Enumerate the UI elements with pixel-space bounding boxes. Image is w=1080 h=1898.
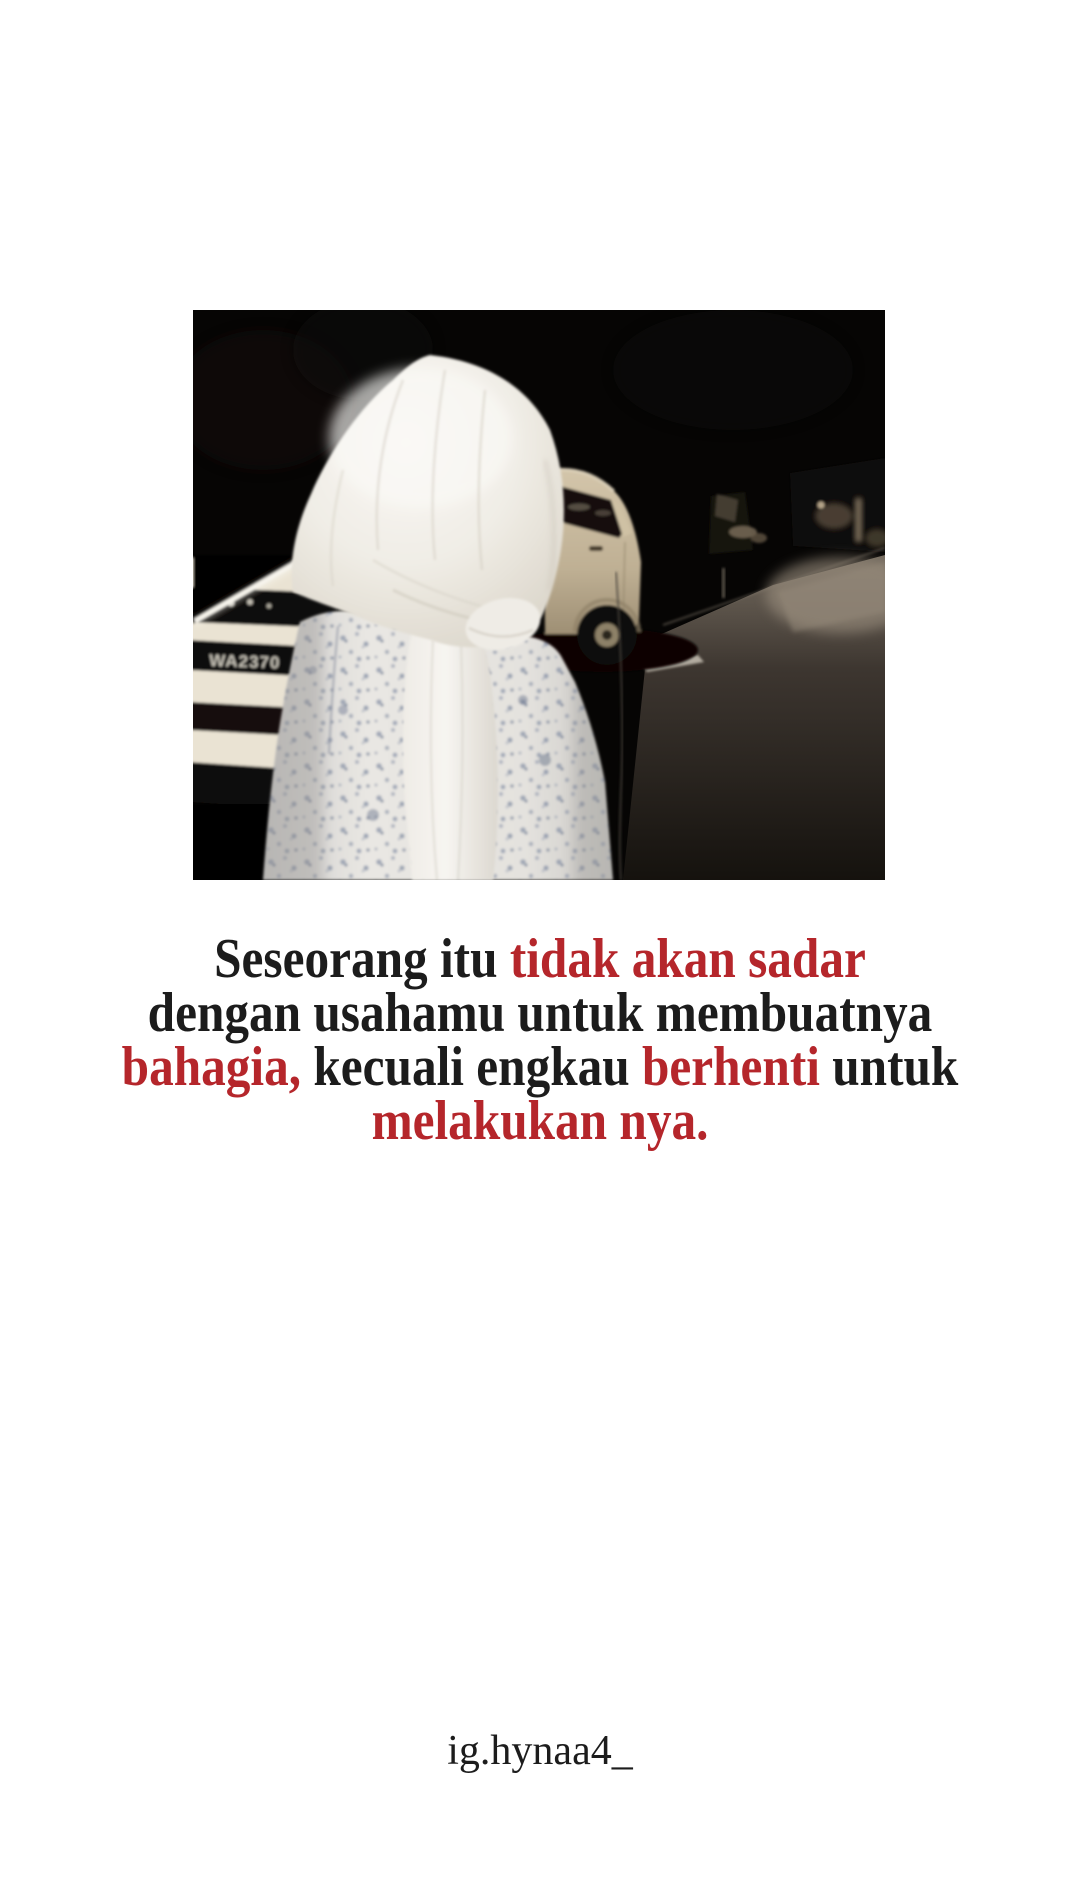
quote-line xyxy=(65,1090,1015,1152)
quote-segment-black: untuk xyxy=(819,1036,959,1098)
quote-segment-black: dengan usahamu untuk membuatnya xyxy=(147,982,933,1044)
quote-line xyxy=(65,982,1015,1044)
quote-block xyxy=(65,928,1015,1152)
quote-segment-black: Seseorang itu xyxy=(214,928,510,990)
quote-segment-red: berhenti xyxy=(641,1036,820,1098)
quote-line xyxy=(65,1036,1015,1098)
quote-segment-black: kecuali engkau xyxy=(301,1036,642,1098)
scarf-tail xyxy=(403,632,498,880)
instagram-handle: ig.hynaa4_ xyxy=(447,1728,633,1774)
quote-segment-red: bahagia, xyxy=(121,1036,302,1098)
quote-line xyxy=(65,928,1015,990)
license-plate-text: WA2370 xyxy=(208,651,281,673)
quote-segment-red: tidak akan sadar xyxy=(509,928,866,990)
dark-car-far-right xyxy=(790,458,885,552)
night-photo-art xyxy=(193,310,885,880)
night-photo xyxy=(193,310,885,880)
quote-segment-red: melakukan nya. xyxy=(371,1090,709,1152)
